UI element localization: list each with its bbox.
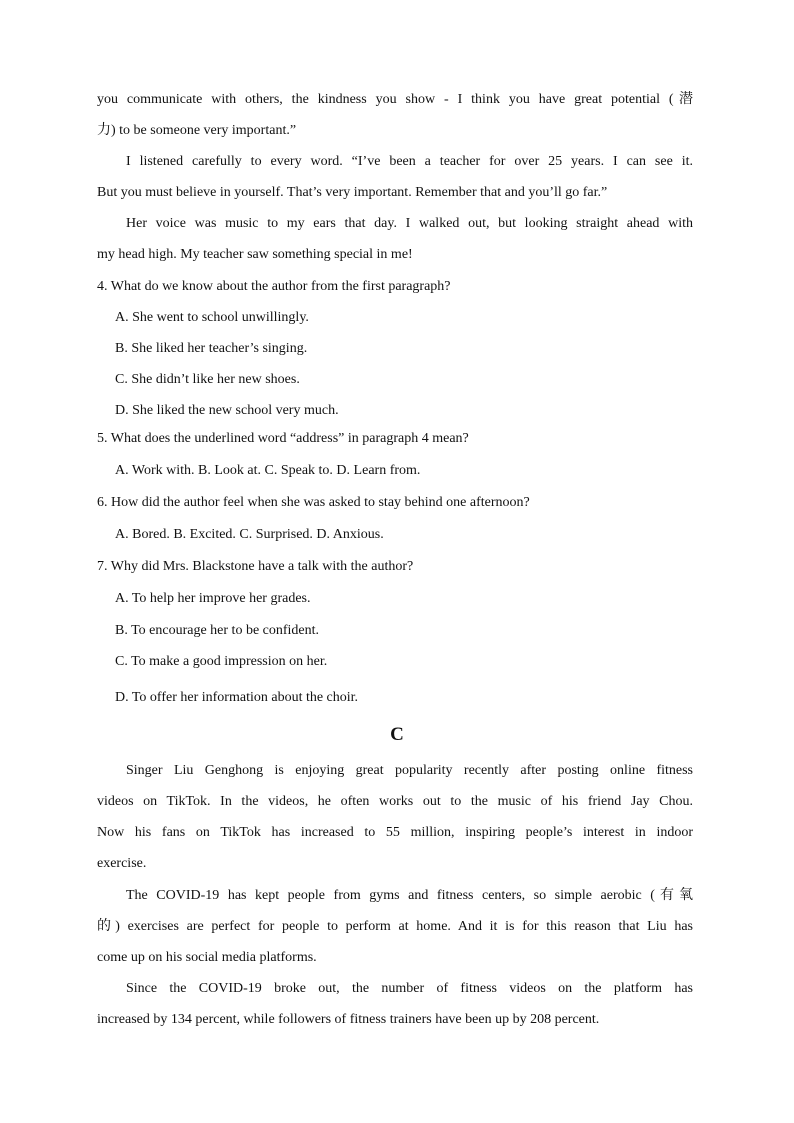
passage-b-line: you communicate with others, the kindness you show - I think you have great potential (潜 bbox=[97, 92, 693, 107]
section-c-line: The COVID-19 has kept people from gyms and fitness centers, so simple aerobic (有氧 bbox=[126, 888, 693, 903]
question-6-stem: 6. How did the author feel when she was asked to stay behind one afternoon? bbox=[97, 495, 530, 510]
question-7-option-c: C. To make a good impression on her. bbox=[115, 654, 328, 669]
question-4-option-d: D. She liked the new school very much. bbox=[115, 403, 339, 418]
section-c-line: Singer Liu Genghong is enjoying great popularity recently after posting online fitness bbox=[126, 763, 693, 778]
section-c-heading: C bbox=[390, 724, 404, 745]
section-c-line: come up on his social media platforms. bbox=[97, 950, 317, 965]
section-c-line: videos on TikTok. In the videos, he often works out to the music of his friend Jay Chou. bbox=[97, 794, 693, 809]
question-4-option-b: B. She liked her teacher’s singing. bbox=[115, 341, 308, 356]
passage-b-line: my head high. My teacher saw something special in me! bbox=[97, 247, 413, 262]
passage-b-line: Her voice was music to my ears that day. I walked out, but looking straight ahead with bbox=[126, 216, 693, 231]
question-4-option-a: A. She went to school unwillingly. bbox=[115, 310, 309, 325]
question-4-option-c: C. She didn’t like her new shoes. bbox=[115, 372, 300, 387]
question-5-options: A. Work with. B. Look at. C. Speak to. D. Learn from. bbox=[115, 463, 421, 478]
section-c-line: increased by 134 percent, while followers of fitness trainers have been up by 208 percent. bbox=[97, 1012, 600, 1027]
question-6-options: A. Bored. B. Excited. C. Surprised. D. Anxious. bbox=[115, 527, 384, 542]
question-7-option-a: A. To help her improve her grades. bbox=[115, 591, 311, 606]
section-c-line: exercise. bbox=[97, 856, 147, 871]
section-c-line: Now his fans on TikTok has increased to 55 million, inspiring people’s interest in indoor bbox=[97, 825, 693, 840]
passage-b-line: But you must believe in yourself. That’s very important. Remember that and you’ll go far.” bbox=[97, 185, 608, 200]
question-7-option-d: D. To offer her information about the choir. bbox=[115, 690, 359, 705]
question-5-stem: 5. What does the underlined word “address” in paragraph 4 mean? bbox=[97, 431, 469, 446]
question-7-stem: 7. Why did Mrs. Blackstone have a talk with the author? bbox=[97, 559, 414, 574]
section-c-line: 的) exercises are perfect for people to perform at home. And it is for this reason that Liu has bbox=[97, 919, 693, 934]
section-c-line: Since the COVID-19 broke out, the number of fitness videos on the platform has bbox=[126, 981, 693, 996]
passage-b-line: 力) to be someone very important.” bbox=[97, 123, 297, 138]
question-7-option-b: B. To encourage her to be confident. bbox=[115, 623, 320, 638]
question-4-stem: 4. What do we know about the author from the first paragraph? bbox=[97, 279, 451, 294]
passage-b-line: I listened carefully to every word. “I’ve been a teacher for over 25 years. I can see it. bbox=[126, 154, 693, 169]
